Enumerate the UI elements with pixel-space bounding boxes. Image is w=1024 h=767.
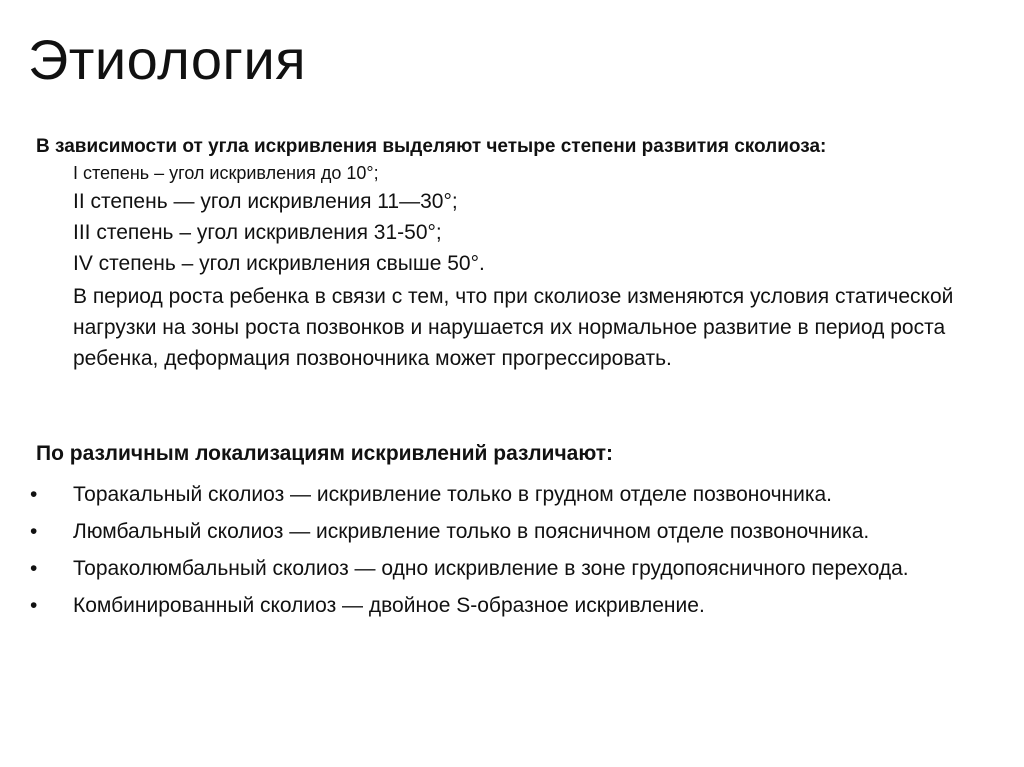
- list-item-text: Торакальный сколиоз — искривление только в грудном отделе позвоночника.: [73, 483, 833, 506]
- degree-item-2: II степень — угол искривления 11—30°;: [73, 190, 458, 213]
- localization-section-heading: По различным локализациям искривлений различают:: [36, 442, 614, 465]
- degree-item-3: III степень – угол искривления 31-50°;: [73, 221, 442, 244]
- slide-title: Этиология: [28, 28, 307, 91]
- list-item-combined: [30, 590, 1000, 621]
- list-item-lumbar: [30, 516, 1000, 547]
- list-item-thoracolumbar: [30, 553, 1000, 584]
- localization-list: [30, 479, 1000, 627]
- degree-section-heading: В зависимости от угла искривления выделяют четыре степени развития сколиоза:: [36, 136, 827, 157]
- degree-list: [73, 160, 485, 279]
- list-item-thoracic: [30, 479, 1000, 510]
- list-item-text: Тораколюмбальный сколиоз — одно искривление в зоне грудопоясничного перехода.: [73, 557, 909, 580]
- bullet-icon: •: [30, 594, 38, 617]
- bullet-icon: •: [30, 520, 38, 543]
- degree-item-4: IV степень – угол искривления свыше 50°.: [73, 252, 485, 275]
- list-item-text: Комбинированный сколиоз — двойное S-образное искривление.: [73, 594, 705, 617]
- growth-paragraph: В период роста ребенка в связи с тем, что при сколиозе изменяются условия статической нагрузки на зоны роста позвонков и нарушается их нормальное развитие в период роста ребенка, деформация позвоночника может прогрессировать.: [73, 285, 954, 370]
- bullet-icon: •: [30, 483, 38, 506]
- degree-item-1: I степень – угол искривления до 10°;: [73, 163, 379, 183]
- list-item-text: Люмбальный сколиоз — искривление только в поясничном отделе позвоночника.: [73, 520, 870, 543]
- bullet-icon: •: [30, 557, 38, 580]
